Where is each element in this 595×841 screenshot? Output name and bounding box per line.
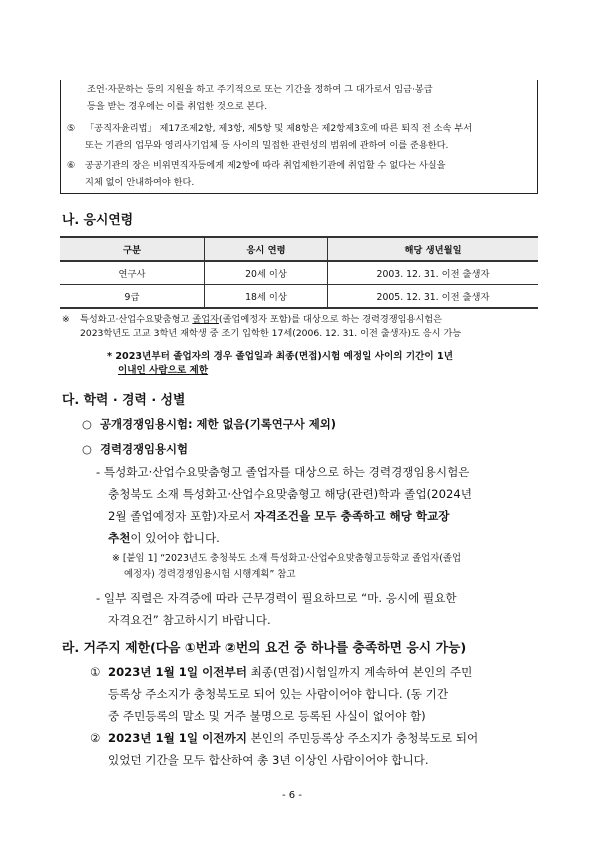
section-heading-education: 다. 학력 · 경력 · 성별: [62, 393, 186, 408]
table-header-row: [60, 237, 538, 261]
residence-item-2: 2023년 1월 1일 이전까지 본인의 주민등록상 주소지가 충청북도로 되어: [108, 731, 479, 745]
excerpt-line: 공공기관의 장은 비위면직자등에게 제2항에 따라 취업제한기관에 취업할 수 없다는 사실을: [85, 160, 446, 171]
excerpt-line: 조언·자문하는 등의 지원을 하고 주기적으로 또는 기간을 정하여 그 대가로서 임금·봉급: [87, 84, 433, 95]
excerpt-line: 등을 받는 경우에는 이를 취업한 것으로 본다.: [87, 101, 268, 112]
career-exam-desc: 충청북도 소재 특성화고·산업수요맞춤형고 해당(관련)학과 졸업(2024년: [108, 487, 472, 501]
residence-item-1: 등록상 주소지가 충청북도로 되어 있는 사람이어야 합니다. (동 기간: [108, 687, 449, 701]
section-heading-residence: 라. 거주지 제한(다음 ①번과 ②번의 요건 중 하나를 충족하면 응시 가능): [62, 641, 467, 656]
reference-note: ※ [붙임 1] “2023년도 충청북도 소재 특성화고·산업수요맞춤형고등학교 졸업자(졸업: [112, 553, 462, 564]
table-header-cell: 해당 생년월일: [328, 237, 539, 261]
table-row: [60, 261, 538, 285]
table-cell: 18세 이상: [205, 285, 328, 309]
restriction-note: 이내인 사람으로 제한: [118, 365, 209, 376]
page-number: - 6 -: [282, 790, 302, 801]
legal-excerpt-box: [60, 80, 538, 194]
age-note-line: 2023학년도 고교 3학년 재학생 중 조기 입학한 17세(2006. 12. 31. 이전 출생자)도 응시 가능: [80, 328, 462, 339]
bullet-mark: ○: [82, 442, 92, 456]
table-cell: 20세 이상: [205, 261, 328, 285]
career-exam-desc: 2월 졸업예정자 포함)자로서 자격조건을 모두 충족하고 해당 학교장: [108, 509, 450, 523]
career-exam-desc: - 특성화고·산업수요맞춤형고 졸업자를 대상으로 하는 경력경쟁임용시험은: [96, 465, 470, 479]
table-cell: 2003. 12. 31. 이전 출생자: [328, 261, 539, 285]
qualification-note: - 일부 직렬은 자격증에 따라 근무경력이 필요하므로 “마. 응시에 필요한: [96, 591, 457, 605]
table-header-cell: 구분: [60, 237, 205, 261]
item-number: ①: [90, 665, 101, 679]
residence-item-2: 있었던 기간을 모두 합산하여 총 3년 이상인 사람이어야 합니다.: [108, 753, 429, 767]
residence-item-1: 중 주민등록의 말소 및 거주 불명으로 등록된 사실이 없어야 함): [108, 709, 426, 723]
item-number: ②: [90, 731, 101, 745]
excerpt-line: 또는 기관의 업무와 영리사기업체 등 사이의 밀접한 관련성의 범위에 관하여 이를 준용한다.: [85, 140, 449, 151]
table-cell: 2005. 12. 31. 이전 출생자: [328, 285, 539, 309]
excerpt-line: 지체 없이 안내하여야 한다.: [85, 177, 195, 188]
table-header-cell: 응시 연령: [205, 237, 328, 261]
bullet-mark: ○: [82, 417, 92, 431]
residence-item-1: 2023년 1월 1일 이전부터 최종(면접)시험일까지 계속하여 본인의 주민: [108, 665, 473, 679]
note-mark: ※: [62, 314, 70, 325]
career-exam-line: 경력경쟁임용시험: [100, 442, 189, 456]
item-number: ⑥: [67, 160, 76, 171]
reference-note: 예정자) 경력경쟁임용시험 시행계획” 참고: [124, 569, 296, 580]
table-cell: 9급: [60, 285, 205, 309]
restriction-note: * 2023년부터 졸업자의 경우 졸업일과 최종(면접)시험 예정일 사이의 기간이 1년: [107, 351, 453, 362]
excerpt-line: 「공직자윤리법」 제17조제2항, 제3항, 제5항 및 제8항은 제2항제3호에 따른 퇴직 전 소속 부서: [85, 123, 473, 134]
table-row: [60, 285, 538, 309]
table-cell: 연구사: [60, 261, 205, 285]
age-note-line: 특성화고·산업수요맞춤형고 졸업자(졸업예정자 포함)를 대상으로 하는 경력경쟁임용시험은: [80, 314, 442, 325]
career-exam-desc: 추천이 있어야 합니다.: [108, 531, 220, 545]
age-table: [60, 236, 538, 309]
open-exam-line: 공개경쟁임용시험: 제한 없음(기록연구사 제외): [100, 417, 336, 431]
section-heading-age: 나. 응시연령: [62, 213, 134, 228]
item-number: ⑤: [67, 123, 76, 134]
qualification-note: 자격요건” 참고하시기 바랍니다.: [108, 613, 271, 627]
